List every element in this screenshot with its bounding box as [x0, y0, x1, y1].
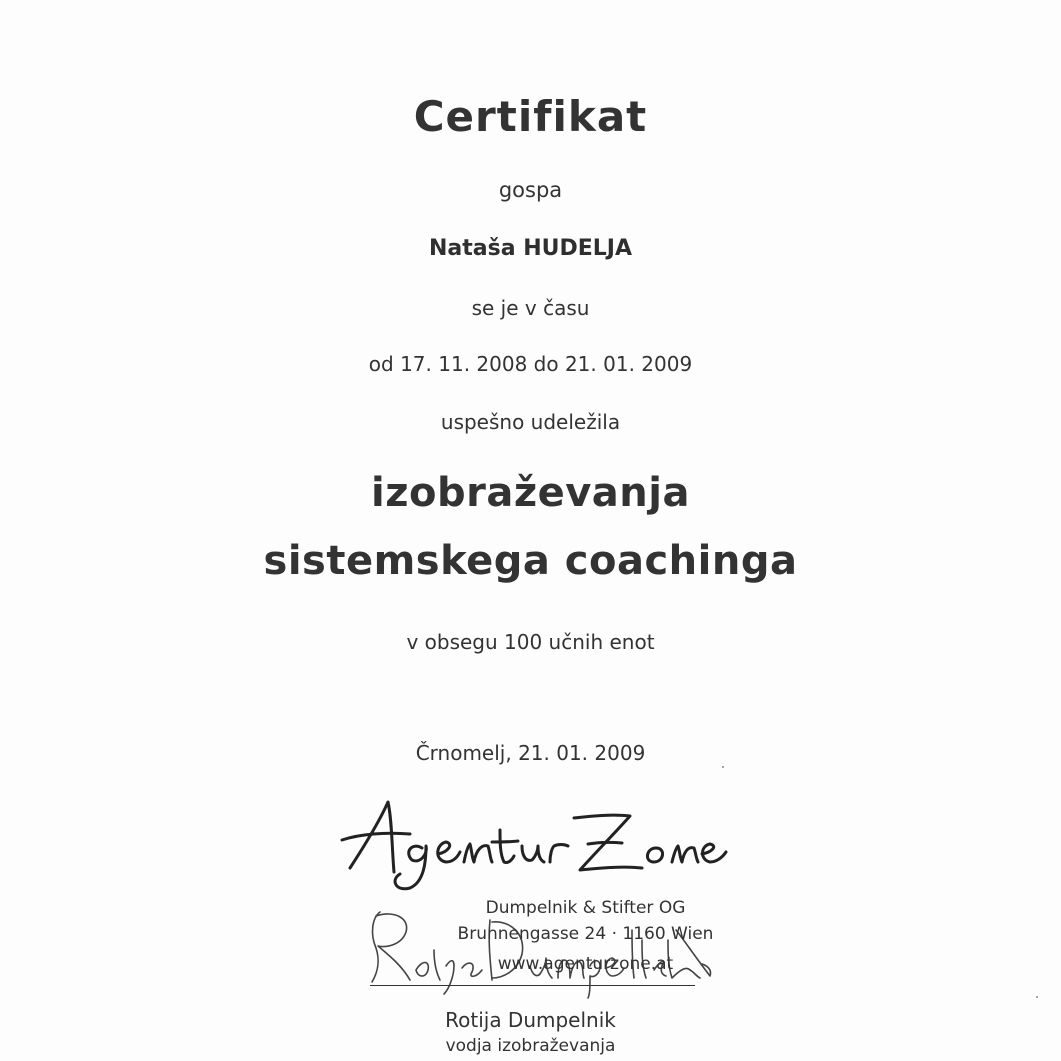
signer-role: vodja izobraževanja — [445, 1036, 616, 1056]
stamp-website: www.agenturzone.at — [497, 954, 674, 974]
place-and-date: Črnomelj, 21. 01. 2009 — [415, 741, 646, 765]
stamp-address: Brunnengasse 24 · 1160 Wien — [457, 924, 714, 944]
certificate-title: Certifikat — [413, 92, 648, 141]
scope-text: v obsegu 100 učnih enot — [406, 630, 655, 654]
scan-speck — [1036, 996, 1038, 998]
period-dates: od 17. 11. 2008 do 21. 01. 2009 — [368, 352, 693, 376]
course-title-line2: sistemskega coachinga — [263, 538, 798, 584]
scan-speck — [722, 766, 724, 768]
course-title-line1: izobraževanja — [371, 470, 690, 516]
signature-line — [370, 985, 695, 986]
recipient-name: Nataša HUDELJA — [428, 236, 633, 261]
signer-name: Rotija Dumpelnik — [445, 1008, 616, 1032]
salutation: gospa — [498, 178, 563, 202]
result-text: uspešno udeležila — [440, 410, 621, 434]
stamp-logo — [330, 790, 730, 900]
period-intro: se je v času — [471, 296, 590, 320]
stamp-company: Dumpelnik & Stifter OG — [485, 898, 686, 918]
